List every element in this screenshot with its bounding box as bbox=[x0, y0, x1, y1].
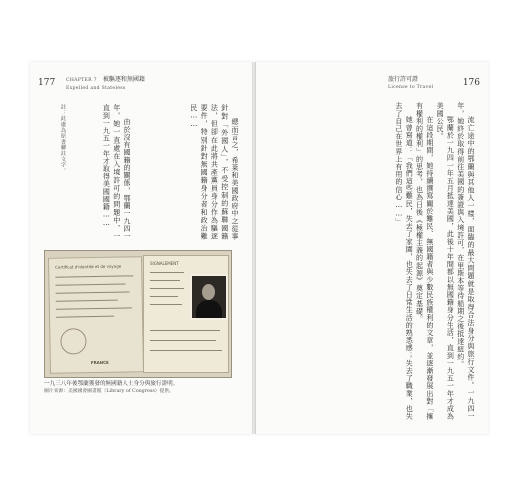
chapter-label: CHAPTER 7 bbox=[66, 78, 97, 83]
chapter-label-right: 旅行許可證 bbox=[388, 76, 419, 83]
chapter-title-en: Expelled and Stateless bbox=[66, 86, 126, 91]
chapter-title: 被驅逐和無國籍 bbox=[102, 76, 145, 83]
stamp-icon bbox=[60, 328, 86, 354]
paragraph: 總而言之，希莱和美國政府中之從事針對「外國人」，不受控制的蘇聯國籍法，但卻在此將共產黨員身分作為驅逐要件，特別針對無國籍身分者和政治難民…… bbox=[189, 104, 239, 240]
figure-caption bbox=[44, 380, 244, 396]
identity-document-left bbox=[48, 256, 144, 374]
caption-credit: 圖片來源：美國國會圖書館（Library of Congress）提供。 bbox=[44, 389, 174, 394]
caption-text: 一九三八年後鄂蘭獲發的無國籍人士身分與旅行證明。 bbox=[44, 381, 179, 387]
doc-header: SIGNALEMENT bbox=[150, 261, 179, 266]
left-body-top-2 bbox=[72, 104, 132, 240]
passport-figure bbox=[44, 250, 232, 378]
page-number-left: 177 bbox=[38, 78, 56, 88]
paragraph: 由於沒有國籍的關係，鄂蘭一九四一年，她一直處在入境許可的問題中，一直到一九五一年才取得美國國籍…… bbox=[102, 104, 131, 240]
running-head-right bbox=[388, 76, 433, 91]
doc-country: FRANCE bbox=[90, 359, 109, 366]
paragraph: 鄂蘭於一九四一年五月抵達美國，此後十年間都以無國籍身分生活，直到一九五一年才成為美國公民。 bbox=[436, 102, 455, 420]
running-head-left bbox=[66, 76, 145, 92]
paragraph: 流亡途中的鄂蘭與其他人一樣，面臨的最大問題就是取得合法身分與旅行文件。一九四一年，她終於取得前往美國的簽證與入境許可，在里斯本等待船期之後抵達紐約。 bbox=[456, 102, 475, 420]
left-body-top bbox=[136, 104, 240, 240]
left-page bbox=[30, 62, 252, 434]
page-number-right: 176 bbox=[462, 78, 480, 88]
right-page bbox=[256, 62, 488, 434]
right-body bbox=[270, 102, 476, 420]
portrait-photo bbox=[190, 274, 228, 320]
doc-title: Certificat d'identité et de voyage bbox=[55, 263, 122, 270]
paragraph: 在這段期間，她持續撰寫關於難民、無國籍者與少數民族權利的文章，並逐漸發展出對「擁有權利的權利」的思考，也為日後《極權主義的起源》奠定基礎。 bbox=[415, 102, 434, 420]
chapter-title-en-right: License to Travel bbox=[388, 85, 434, 90]
paragraph: 她曾寫道：「我們這些難民，失去了家園，也失去了日常生活的熟悉感；失去了職業，也失去了自己在世界上有用的信心……」 bbox=[394, 102, 414, 420]
footnote: 註：此處為原書腳註文字。 bbox=[60, 104, 66, 174]
identity-document-right bbox=[143, 255, 229, 373]
